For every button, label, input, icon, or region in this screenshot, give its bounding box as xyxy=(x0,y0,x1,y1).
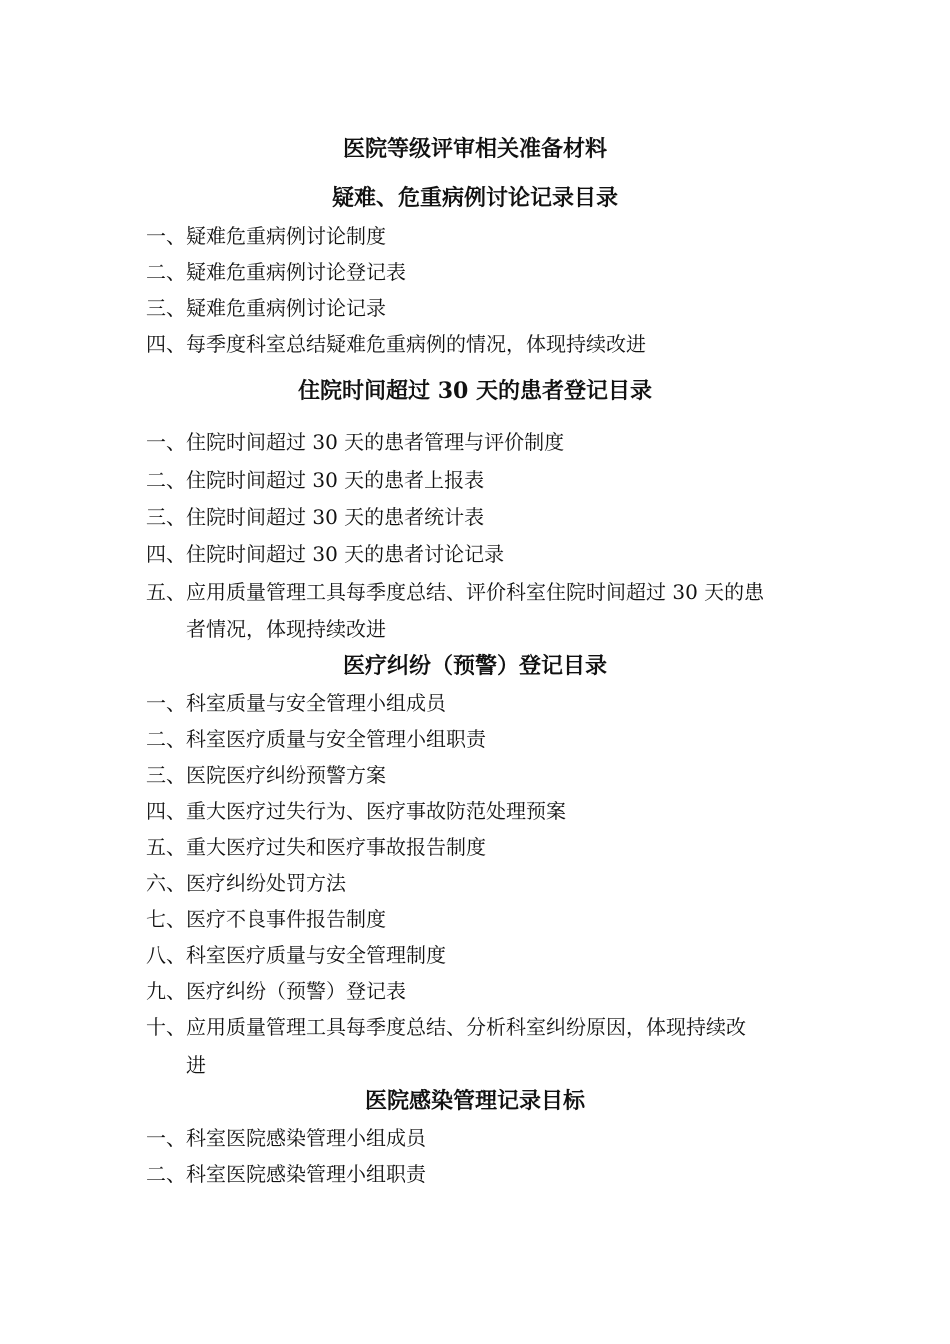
list-item: 四、重大医疗过失行为、医疗事故防范处理预案 xyxy=(146,799,566,823)
list-item: 一、科室医院感染管理小组成员 xyxy=(146,1126,426,1150)
list-item: 四、每季度科室总结疑难危重病例的情况，体现持续改进 xyxy=(146,332,646,356)
list-item: 六、医疗纠纷处罚方法 xyxy=(146,871,346,895)
section-title-medical-disputes: 医疗纠纷（预警）登记目录 xyxy=(342,653,607,679)
document-title: 医院等级评审相关准备材料 xyxy=(342,136,607,162)
list-item: 一、疑难危重病例讨论制度 xyxy=(146,224,386,248)
list-item: 三、医院医疗纠纷预警方案 xyxy=(146,763,386,787)
list-item-continuation: 者情况，体现持续改进 xyxy=(186,617,386,641)
list-item: 二、住院时间超过 30 天的患者上报表 xyxy=(146,468,485,492)
list-item: 四、住院时间超过 30 天的患者讨论记录 xyxy=(146,542,505,566)
list-item: 二、疑难危重病例讨论登记表 xyxy=(146,260,406,284)
list-item: 五、重大医疗过失和医疗事故报告制度 xyxy=(146,835,486,859)
list-item: 十、应用质量管理工具每季度总结、分析科室纠纷原因，体现持续改 xyxy=(146,1015,746,1039)
list-item: 二、科室医院感染管理小组职责 xyxy=(146,1162,426,1186)
list-item: 三、疑难危重病例讨论记录 xyxy=(146,296,386,320)
list-item-continuation: 进 xyxy=(186,1053,206,1077)
list-item: 七、医疗不良事件报告制度 xyxy=(146,907,386,931)
list-item: 五、应用质量管理工具每季度总结、评价科室住院时间超过 30 天的患 xyxy=(146,580,765,604)
section-title-infection-management: 医院感染管理记录目标 xyxy=(364,1088,585,1114)
list-item: 三、住院时间超过 30 天的患者统计表 xyxy=(146,505,485,529)
list-item: 一、科室质量与安全管理小组成员 xyxy=(146,691,446,715)
section-title-long-stay-patients: 住院时间超过 30 天的患者登记目录 xyxy=(298,378,652,404)
section-title-difficult-cases: 疑难、危重病例讨论记录目录 xyxy=(331,185,618,211)
list-item: 八、科室医疗质量与安全管理制度 xyxy=(146,943,446,967)
list-item: 一、住院时间超过 30 天的患者管理与评价制度 xyxy=(146,430,565,454)
list-item: 九、医疗纠纷（预警）登记表 xyxy=(146,979,406,1003)
list-item: 二、科室医疗质量与安全管理小组职责 xyxy=(146,727,486,751)
